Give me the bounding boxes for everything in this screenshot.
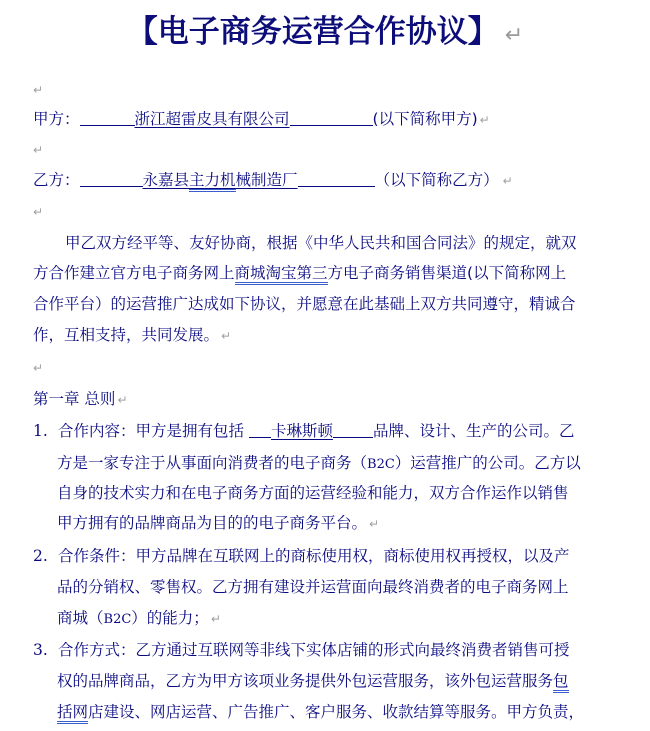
intro-text: 方电子商务销售渠道(以下简称网上 [327, 264, 567, 282]
paragraph-mark-icon: ↵ [369, 517, 380, 531]
paragraph-mark-icon: ↵ [502, 174, 513, 188]
empty-paragraph [33, 78, 43, 101]
item-text: 品牌、设计、生产的公司。乙 [372, 422, 575, 440]
list-number: 1. [33, 422, 48, 440]
item-text: 合作内容：甲方是拥有包括 [58, 422, 249, 440]
item-text: 自身的技术实力和在电子商务方面的运营经验和能力，双方合作运作以销售 [57, 484, 569, 502]
list-item-3-line-1 [33, 639, 570, 661]
list-item-3-line-3 [57, 701, 584, 723]
paragraph-mark-icon: ↵ [479, 113, 490, 127]
party-a-suffix: (以下简称甲方) [372, 110, 478, 128]
item-text: 店建设、网店运营、广告推广、客户服务、收款结算等服务。甲方负责， [88, 703, 585, 721]
item-text: 合作方式：乙方通过互联网等非线下实体店铺的形式向最终消费者销售可授 [58, 641, 570, 659]
item-text: 甲方拥有的品牌商品为目的的电子商务平台。 [57, 514, 368, 532]
title-text: 【电子商务运营合作协议】 [126, 14, 499, 50]
empty-paragraph [33, 200, 43, 223]
party-b-name-part2[interactable]: 主力机 [189, 171, 236, 192]
list-item-1-line-4 [57, 512, 379, 535]
chapter-title: 第一章 总则 [33, 390, 116, 408]
item-text: 权的品牌商品，乙方为甲方该项业务提供外包运营服务，该外包运营服务 [57, 672, 554, 690]
item-text: ）运营推广的公司。乙方以 [394, 454, 581, 472]
empty-paragraph [33, 138, 43, 161]
list-item-2-line-1 [33, 545, 570, 567]
document-title [0, 10, 650, 58]
intro-text: 作，互相支持，共同发展。 [33, 326, 220, 344]
intro-line-2 [33, 262, 566, 284]
list-item-3-line-2 [57, 670, 569, 692]
party-b-line [33, 169, 513, 192]
grammar-flagged-text[interactable]: 商城淘宝第三 [235, 264, 328, 285]
item-text: 合作条件：甲方品牌在互联网上的商标使用权，商标使用权再授权，以及产 [58, 547, 570, 565]
party-a-label: 甲方： [33, 110, 80, 128]
list-number: 3. [33, 641, 48, 659]
b2c-term: B2C [367, 457, 395, 472]
party-b-name-part1[interactable]: 永嘉县 [142, 171, 190, 189]
brand-name[interactable]: 卡琳斯顿 [270, 422, 333, 440]
party-b-blank-left[interactable] [80, 170, 143, 187]
party-b-suffix: （以下简称乙方） [374, 171, 499, 189]
b2c-term: B2C [103, 612, 132, 627]
intro-text: 合作平台）的运营推广达成如下协议，并愿意在此基础上双方共同遵守，精诚合 [33, 295, 576, 313]
item-text: 方是一家专注于从事面向消费者的电子商务（ [57, 454, 368, 472]
list-item-1-line-2 [57, 452, 581, 476]
paragraph-mark-icon: ↵ [117, 393, 128, 407]
list-item-2-line-3 [57, 607, 221, 631]
brand-blank-left[interactable] [249, 421, 271, 438]
empty-paragraph [33, 356, 43, 379]
intro-text: 甲乙双方经平等、友好协商，根据《中华人民共和国合同法》的规定，就双 [65, 234, 577, 252]
party-a-blank-right[interactable] [290, 109, 373, 126]
intro-text: 方合作建立官方电子商务网上 [33, 264, 235, 282]
party-a-line [33, 108, 490, 131]
list-item-1-line-1 [33, 420, 574, 442]
chapter-heading [33, 388, 128, 411]
grammar-flagged-text[interactable]: 括网 [57, 703, 88, 724]
party-b-label: 乙方： [33, 171, 80, 189]
party-b-name-part3[interactable]: 械制造厂 [235, 171, 298, 189]
paragraph-mark-icon: ↵ [504, 23, 524, 48]
party-a-blank-left[interactable] [80, 109, 135, 126]
paragraph-mark-icon: ↵ [33, 361, 44, 375]
intro-line-4 [33, 324, 231, 347]
item-text: 商城（ [57, 609, 104, 627]
paragraph-mark-icon: ↵ [33, 205, 44, 219]
list-item-2-line-2 [57, 576, 569, 598]
intro-line-3 [33, 293, 576, 315]
paragraph-mark-icon: ↵ [221, 329, 232, 343]
item-text: ）的能力； [131, 609, 209, 627]
brand-blank-right[interactable] [333, 421, 373, 438]
party-a-name[interactable]: 浙江超雷皮具有限公司 [134, 110, 290, 128]
grammar-flagged-text[interactable]: 包 [553, 672, 569, 693]
paragraph-mark-icon: ↵ [210, 612, 221, 626]
item-text: 品的分销权、零售权。乙方拥有建设并运营面向最终消费者的电子商务网上 [57, 578, 569, 596]
paragraph-mark-icon: ↵ [33, 143, 44, 157]
list-item-1-line-3 [57, 482, 569, 504]
party-b-blank-right[interactable] [298, 170, 375, 187]
list-number: 2. [33, 547, 48, 565]
intro-line-1 [65, 232, 577, 254]
paragraph-mark-icon: ↵ [33, 83, 44, 97]
